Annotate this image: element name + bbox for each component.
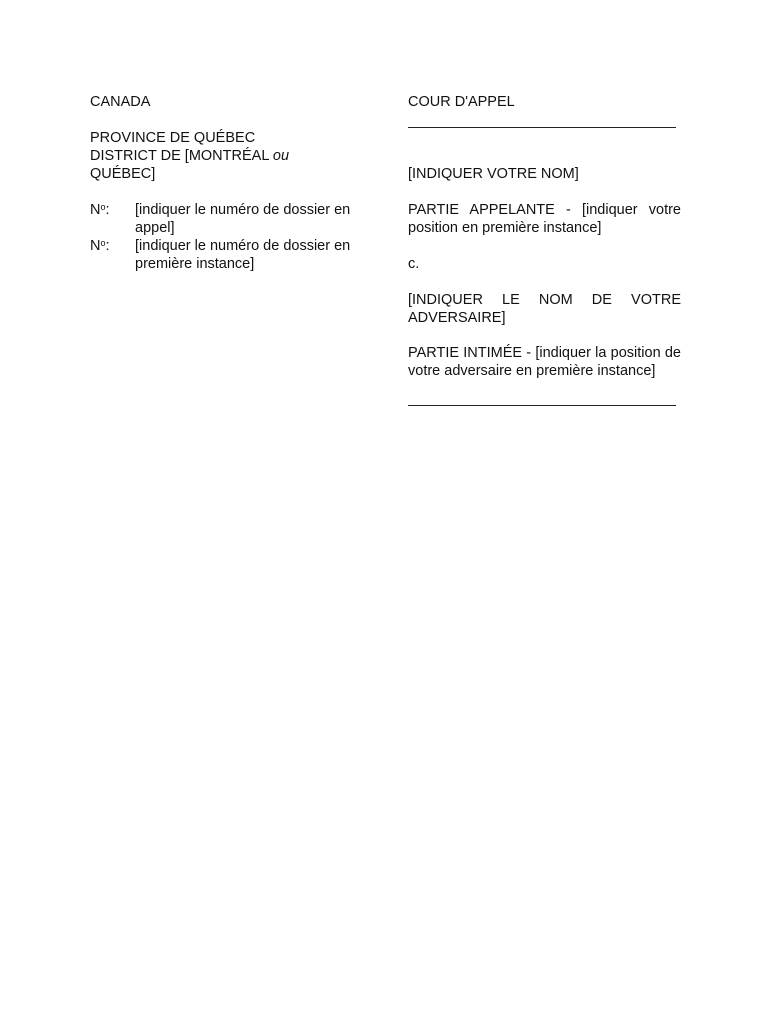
appellant-role: PARTIE APPELANTE - [indiquer votre position en première instance]	[408, 202, 681, 236]
divider-line-top	[408, 127, 676, 128]
dossier-number-appeal: [indiquer le numéro de dossier en appel]	[135, 202, 351, 236]
province-line: PROVINCE DE QUÉBEC	[90, 130, 256, 146]
respondent-name: [INDIQUER LE NOM DE VOTRE ADVERSAIRE]	[408, 292, 681, 326]
dossier-number-first-instance: [indiquer le numéro de dossier en première instance]	[135, 238, 351, 272]
caption-left-column	[90, 93, 370, 273]
dossier-row-first-instance	[90, 237, 370, 273]
appellant-name: [INDIQUER VOTRE NOM]	[408, 166, 579, 182]
dossier-row-appeal	[90, 201, 370, 237]
dossier-numbers	[90, 201, 370, 273]
district-line	[90, 147, 370, 165]
court-name: COUR D'APPEL	[408, 94, 515, 110]
dossier-number-label: $N^o$:	[90, 238, 110, 254]
divider-line-bottom	[408, 405, 676, 406]
district-suffix: QUÉBEC]	[90, 166, 156, 182]
country-label: CANADA	[90, 94, 151, 110]
respondent-role: PARTIE INTIMÉE - [indiquer la position de votre adversaire en première instance]	[408, 345, 681, 379]
caption-right-column	[408, 93, 681, 406]
district-or: ou	[272, 148, 290, 164]
province-district-block	[90, 129, 370, 183]
versus-label: c.	[408, 256, 420, 272]
dossier-number-label: $N^o$:	[90, 202, 110, 218]
district-prefix: DISTRICT DE [MONTRÉAL	[90, 148, 273, 164]
